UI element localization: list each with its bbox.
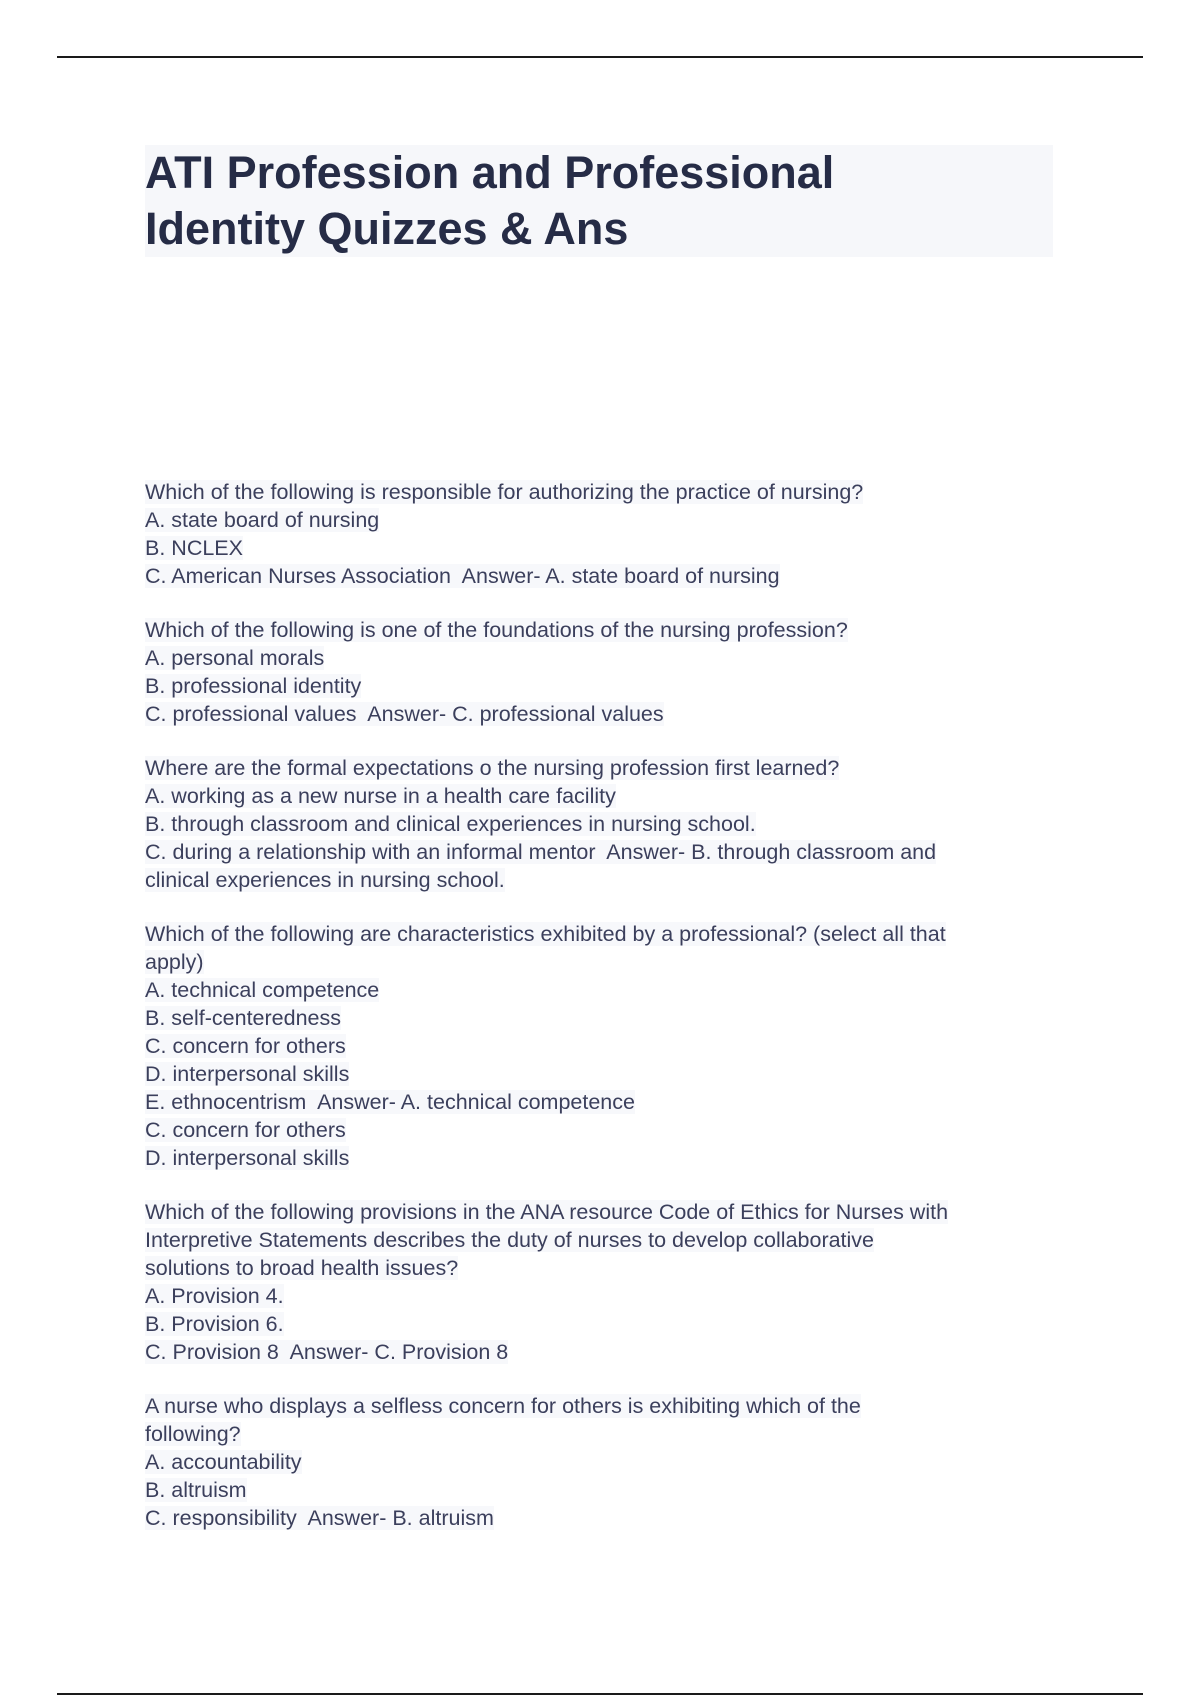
question-line-text: C. concern for others (145, 1118, 346, 1142)
question-block (145, 1392, 1065, 1532)
question-line-text: C. American Nurses Association Answer- A. state board of nursing (145, 564, 780, 588)
question-line-text: Which of the following are characteristics exhibited by a professional? (select all that (145, 922, 946, 946)
question-line-text: C. Provision 8 Answer- C. Provision 8 (145, 1340, 509, 1364)
question-line (145, 948, 1065, 976)
question-line (145, 644, 1065, 672)
question-line (145, 672, 1065, 700)
question-line-text: A. Provision 4. (145, 1284, 284, 1308)
question-line-text: Which of the following provisions in the ANA resource Code of Ethics for Nurses with (145, 1200, 949, 1224)
question-line (145, 866, 1065, 894)
question-list (145, 478, 1065, 1558)
question-block (145, 1198, 1065, 1366)
title-line: Identity Quizzes & Ans (145, 203, 629, 254)
question-line-text: B. professional identity (145, 674, 362, 698)
question-block (145, 920, 1065, 1172)
question-line-text: D. interpersonal skills (145, 1146, 350, 1170)
question-line (145, 920, 1065, 948)
question-line (145, 810, 1065, 838)
question-line-text: Which of the following is responsible for authorizing the practice of nursing? (145, 480, 864, 504)
question-line-text: E. ethnocentrism Answer- A. technical competence (145, 1090, 635, 1114)
question-line (145, 1310, 1065, 1338)
question-line (145, 1420, 1065, 1448)
question-line (145, 562, 1065, 590)
question-line-text: Interpretive Statements describes the duty of nurses to develop collaborative (145, 1228, 875, 1252)
question-line-text: Which of the following is one of the foundations of the nursing profession? (145, 618, 848, 642)
question-line (145, 782, 1065, 810)
question-line (145, 1504, 1065, 1532)
title-block (145, 145, 1053, 257)
question-line (145, 1392, 1065, 1420)
question-block (145, 754, 1065, 894)
question-block (145, 616, 1065, 728)
question-line-text: B. through classroom and clinical experiences in nursing school. (145, 812, 756, 836)
question-line (145, 1448, 1065, 1476)
question-line (145, 1198, 1065, 1226)
question-line (145, 1254, 1065, 1282)
question-line (145, 1060, 1065, 1088)
question-line-text: A. technical competence (145, 978, 380, 1002)
question-line-text: apply) (145, 950, 204, 974)
question-line-text: A. state board of nursing (145, 508, 380, 532)
question-line-text: B. NCLEX (145, 536, 243, 560)
question-line (145, 1338, 1065, 1366)
question-line-text: D. interpersonal skills (145, 1062, 350, 1086)
question-line-text: C. responsibility Answer- B. altruism (145, 1506, 494, 1530)
question-line (145, 506, 1065, 534)
question-line-text: C. professional values Answer- C. professional values (145, 702, 664, 726)
question-line (145, 1476, 1065, 1504)
question-line-text: clinical experiences in nursing school. (145, 868, 505, 892)
title-line: ATI Profession and Professional (145, 147, 835, 198)
question-line-text: B. altruism (145, 1478, 247, 1502)
question-line (145, 1032, 1065, 1060)
question-line (145, 478, 1065, 506)
question-line-text: A nurse who displays a selfless concern for others is exhibiting which of the (145, 1394, 861, 1418)
page-title (145, 145, 1053, 257)
question-line (145, 1116, 1065, 1144)
question-line (145, 838, 1065, 866)
question-line (145, 1282, 1065, 1310)
question-line-text: A. accountability (145, 1450, 302, 1474)
question-line (145, 1088, 1065, 1116)
question-line-text: following? (145, 1422, 241, 1446)
question-line-text: solutions to broad health issues? (145, 1256, 459, 1280)
question-line (145, 1144, 1065, 1172)
question-block (145, 478, 1065, 590)
question-line (145, 754, 1065, 782)
bottom-rule (57, 1693, 1143, 1695)
question-line (145, 534, 1065, 562)
question-line (145, 1226, 1065, 1254)
question-line-text: A. personal morals (145, 646, 325, 670)
question-line (145, 1004, 1065, 1032)
question-line (145, 700, 1065, 728)
question-line-text: C. during a relationship with an informal mentor Answer- B. through classroom and (145, 840, 937, 864)
question-line-text: B. self-centeredness (145, 1006, 341, 1030)
top-rule (57, 56, 1143, 58)
question-line-text: C. concern for others (145, 1034, 346, 1058)
question-line-text: Where are the formal expectations o the nursing profession first learned? (145, 756, 840, 780)
question-line (145, 616, 1065, 644)
question-line (145, 976, 1065, 1004)
question-line-text: A. working as a new nurse in a health care facility (145, 784, 616, 808)
question-line-text: B. Provision 6. (145, 1312, 284, 1336)
